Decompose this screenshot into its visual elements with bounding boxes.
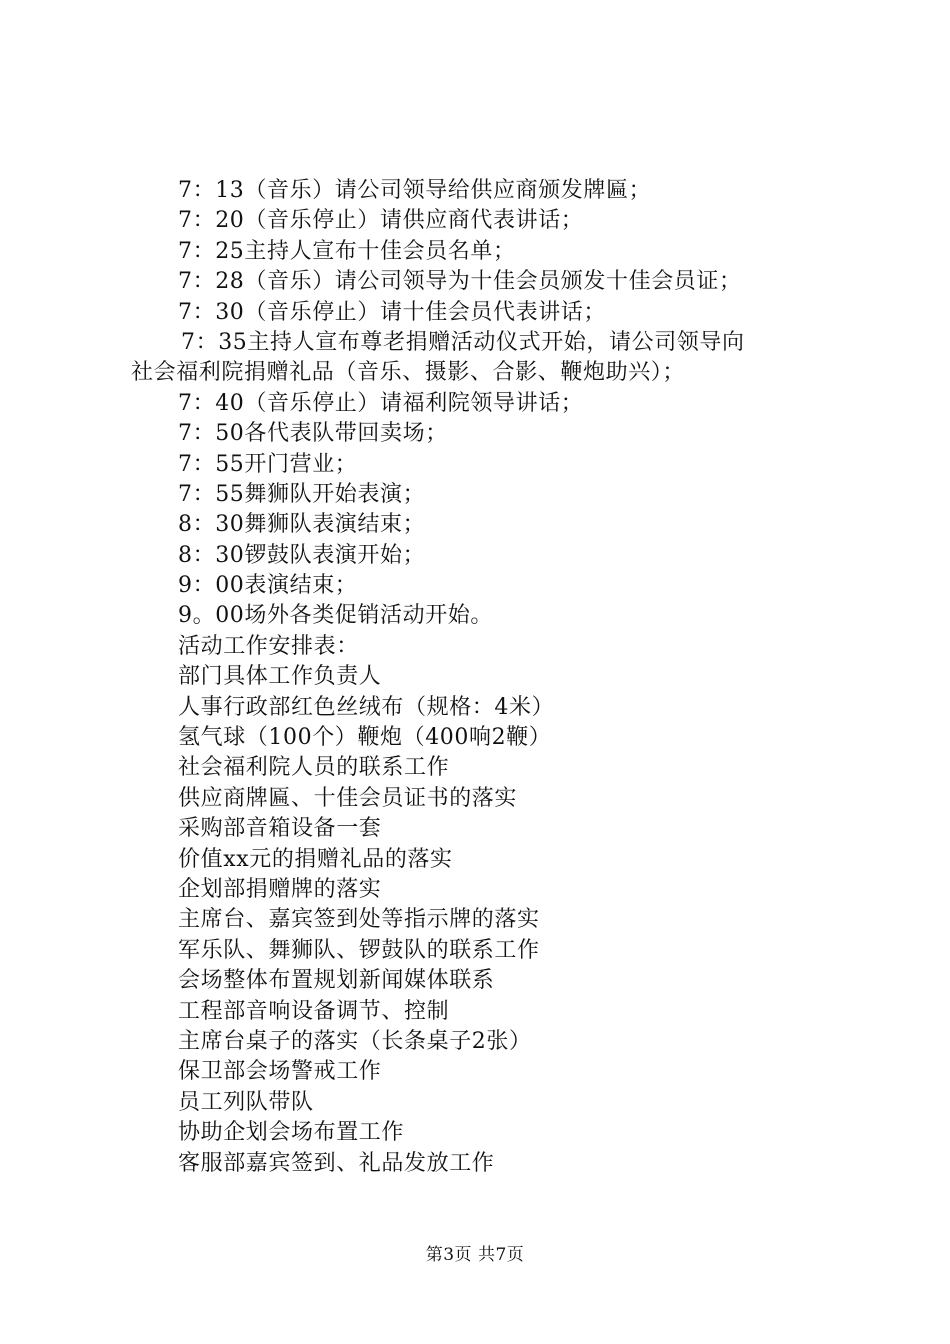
schedule-line: 8：30舞狮队表演结束；	[178, 512, 426, 538]
task-line: 客服部嘉宾签到、礼品发放工作	[178, 1150, 495, 1176]
task-line: 人事行政部红色丝绒布（规格：4米）	[178, 694, 555, 720]
task-line: 供应商牌匾、十佳会员证书的落实	[178, 785, 518, 811]
schedule-line: 7：25主持人宣布十佳会员名单；	[178, 238, 516, 264]
schedule-line: 7：40（音乐停止）请福利院领导讲话；	[178, 390, 584, 416]
task-line: 企划部捐赠牌的落实	[178, 876, 382, 902]
page-footer: 第3页 共7页	[425, 1245, 525, 1265]
schedule-line: 7：55舞狮队开始表演；	[178, 481, 426, 507]
schedule-line-continuation: 社会福利院捐赠礼品（音乐、摄影、合影、鞭炮助兴）；	[131, 360, 686, 386]
task-line: 员工列队带队	[178, 1089, 314, 1115]
schedule-line: 7：55开门营业；	[178, 451, 358, 477]
schedule-line: 7：30（音乐停止）请十佳会员代表讲话；	[178, 299, 606, 325]
schedule-line: 7：50各代表队带回卖场；	[178, 421, 448, 447]
task-line: 保卫部会场警戒工作	[178, 1059, 382, 1085]
task-line: 采购部音箱设备一套	[178, 816, 382, 842]
schedule-line: 7：28（音乐）请公司领导为十佳会员颁发十佳会员证；	[178, 269, 742, 295]
schedule-line: 7：13（音乐）请公司领导给供应商颁发牌匾；	[178, 178, 652, 203]
task-line: 协助企划会场布置工作	[178, 1120, 405, 1146]
schedule-line: 7：20（音乐停止）请供应商代表讲话；	[178, 208, 584, 234]
schedule-line: 7：35主持人宣布尊老捐赠活动仪式开始，请公司领导向	[181, 329, 745, 355]
schedule-line: 8：30锣鼓队表演开始；	[178, 542, 426, 568]
schedule-line: 9：00表演结束；	[178, 573, 358, 599]
task-line: 社会福利院人员的联系工作	[178, 755, 450, 781]
task-line: 氢气球（100个）鞭炮（400响2鞭）	[178, 725, 552, 751]
task-line: 会场整体布置规划新闻媒体联系	[178, 968, 495, 994]
schedule-line: 9。00场外各类促销活动开始。	[178, 603, 493, 629]
task-line: 价值xx元的捐赠礼品的落实	[178, 846, 453, 872]
table-header-line: 部门具体工作负责人	[178, 664, 382, 690]
task-line: 工程部音响设备调节、控制	[178, 998, 450, 1024]
task-line: 主席台、嘉宾签到处等指示牌的落实	[178, 907, 540, 933]
section-heading: 活动工作安排表：	[178, 633, 359, 659]
task-line: 主席台桌子的落实（长条桌子2张）	[178, 1028, 532, 1054]
task-line: 军乐队、舞狮队、锣鼓队的联系工作	[178, 937, 540, 963]
document-body	[0, 176, 950, 1179]
